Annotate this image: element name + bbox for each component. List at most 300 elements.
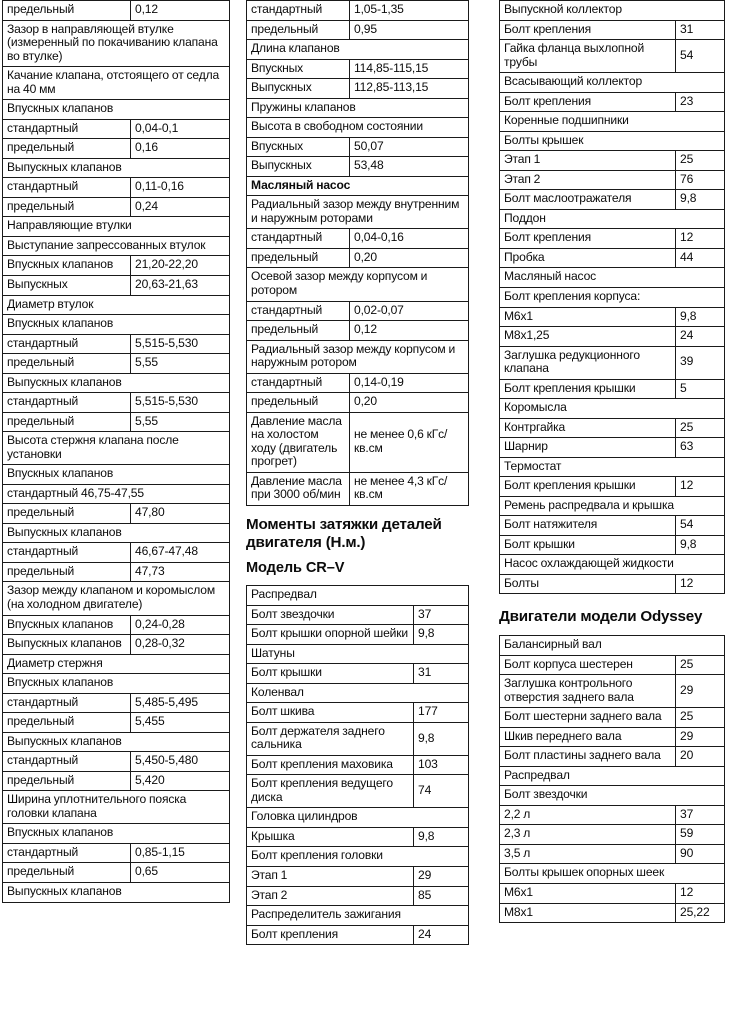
- table-row: [3, 484, 230, 504]
- spec-value-cell: 12: [676, 477, 725, 497]
- spec-label-cell: стандартный: [3, 693, 131, 713]
- table-row: [500, 903, 725, 923]
- table-row: [247, 40, 469, 60]
- group-label-cell: Впускных клапанов: [3, 315, 230, 335]
- spec-label-cell: предельный: [247, 393, 350, 413]
- spec-value-cell: 31: [676, 20, 725, 40]
- spec-label-cell: Болт крышки: [247, 664, 414, 684]
- table-row: [247, 79, 469, 99]
- table-row: [3, 615, 230, 635]
- spec-value-cell: 0,04-0,1: [131, 119, 230, 139]
- table-valve-specs-part1: [2, 0, 230, 903]
- spec-label-cell: Болт крепления: [500, 229, 676, 249]
- table-row: [247, 625, 469, 645]
- spec-label-cell: Болт шкива: [247, 703, 414, 723]
- spec-label-cell: предельный: [3, 139, 131, 159]
- spec-label-cell: Болт крепления маховика: [247, 755, 414, 775]
- group-label-cell: Ширина уплотнительного пояска головки клапана: [3, 791, 230, 824]
- table-row: [3, 354, 230, 374]
- spec-value-cell: 5,450-5,480: [131, 752, 230, 772]
- table-row: [3, 732, 230, 752]
- spec-label-cell: Выпускных: [3, 275, 131, 295]
- group-label-cell: стандартный 46,75-47,55: [3, 484, 230, 504]
- table-row: [3, 882, 230, 902]
- spec-label-cell: 2,2 л: [500, 805, 676, 825]
- spec-label-cell: М6х1: [500, 884, 676, 904]
- table-body: [3, 1, 230, 903]
- table-row: [247, 808, 469, 828]
- table-row: [247, 248, 469, 268]
- group-label-cell: Зазор в направляющей втулке (измеренный по покачиванию клапана во втулке): [3, 20, 230, 67]
- table-row: [500, 864, 725, 884]
- spec-label-cell: Болт крышки: [500, 535, 676, 555]
- spec-label-cell: Шкив переднего вала: [500, 727, 676, 747]
- table-row: [3, 158, 230, 178]
- spec-value-cell: 23: [676, 92, 725, 112]
- group-label-cell: Высота в свободном состоянии: [247, 118, 469, 138]
- spec-value-cell: 37: [414, 605, 469, 625]
- table-row: [3, 275, 230, 295]
- table-row: [247, 137, 469, 157]
- spec-label-cell: Выпускных клапанов: [3, 635, 131, 655]
- table-row: [3, 334, 230, 354]
- table-row: [3, 100, 230, 120]
- table-row: [500, 307, 725, 327]
- spec-label-cell: Этап 2: [247, 886, 414, 906]
- spec-value-cell: 20,63-21,63: [131, 275, 230, 295]
- spec-label-cell: Болт держателя заднего сальника: [247, 722, 414, 755]
- table-row: [500, 379, 725, 399]
- spec-label-cell: стандартный: [247, 229, 350, 249]
- table-row: [247, 847, 469, 867]
- group-label-cell: Балансирный вал: [500, 636, 725, 656]
- spec-label-cell: предельный: [3, 863, 131, 883]
- spec-value-cell: 114,85-115,15: [350, 59, 469, 79]
- table-row: [247, 586, 469, 606]
- subheading-model-crv: Модель CR–V: [246, 560, 345, 577]
- group-label-cell: Направляющие втулки: [3, 217, 230, 237]
- spec-label-cell: Болт крепления ведущего диска: [247, 775, 414, 808]
- spec-label-cell: Заглушка редукционного клапана: [500, 346, 676, 379]
- table-row: [3, 713, 230, 733]
- table-row: [500, 327, 725, 347]
- table-row: [500, 418, 725, 438]
- table-row: [3, 432, 230, 465]
- table-row: [500, 825, 725, 845]
- table-row: [500, 555, 725, 575]
- spec-value-cell: 0,11-0,16: [131, 178, 230, 198]
- group-label-cell: Коромысла: [500, 399, 725, 419]
- table-row: [247, 393, 469, 413]
- spec-value-cell: 0,12: [350, 321, 469, 341]
- table-row: [247, 683, 469, 703]
- table-row: [247, 412, 469, 472]
- group-label-cell: Впускных клапанов: [3, 100, 230, 120]
- spec-value-cell: 47,80: [131, 504, 230, 524]
- spec-label-cell: Болт крышки опорной шейки: [247, 625, 414, 645]
- spec-label-cell: Болт пластины заднего вала: [500, 747, 676, 767]
- spec-label-cell: М8х1: [500, 903, 676, 923]
- table-row: [3, 523, 230, 543]
- spec-label-cell: Болт натяжителя: [500, 516, 676, 536]
- spec-value-cell: 29: [676, 675, 725, 708]
- group-label-cell: Выступание запрессованных втулок: [3, 236, 230, 256]
- spec-value-cell: 0,95: [350, 20, 469, 40]
- spec-label-cell: стандартный: [3, 178, 131, 198]
- spec-value-cell: 90: [676, 844, 725, 864]
- spec-value-cell: 0,65: [131, 863, 230, 883]
- table-row: [247, 755, 469, 775]
- spec-value-cell: 9,8: [414, 827, 469, 847]
- table-row: [500, 346, 725, 379]
- spec-label-cell: предельный: [3, 412, 131, 432]
- spec-label-cell: стандартный: [3, 752, 131, 772]
- table-row: [3, 20, 230, 67]
- spec-value-cell: 24: [676, 327, 725, 347]
- spec-label-cell: стандартный: [3, 334, 131, 354]
- group-label-cell: Шатуны: [247, 644, 469, 664]
- table-row: [247, 118, 469, 138]
- table-row: [500, 708, 725, 728]
- spec-value-cell: 5,485-5,495: [131, 693, 230, 713]
- group-label-cell: Выпускных клапанов: [3, 732, 230, 752]
- spec-value-cell: 85: [414, 886, 469, 906]
- table-row: [500, 20, 725, 40]
- spec-value-cell: 0,20: [350, 248, 469, 268]
- table-row: [500, 229, 725, 249]
- spec-value-cell: 112,85-113,15: [350, 79, 469, 99]
- spec-value-cell: 5,455: [131, 713, 230, 733]
- group-label-cell: Диаметр стержня: [3, 654, 230, 674]
- table-row: [247, 321, 469, 341]
- spec-value-cell: 25,22: [676, 903, 725, 923]
- spec-value-cell: 46,67-47,48: [131, 543, 230, 563]
- spec-value-cell: 0,28-0,32: [131, 635, 230, 655]
- spec-value-cell: 76: [676, 170, 725, 190]
- column-middle: [232, 0, 477, 1009]
- spec-label-cell: Выпускных: [247, 157, 350, 177]
- spec-label-cell: Этап 1: [500, 151, 676, 171]
- group-label-cell: Осевой зазор между корпусом и ротором: [247, 268, 469, 301]
- spec-label-cell: предельный: [3, 771, 131, 791]
- spec-value-cell: 74: [414, 775, 469, 808]
- table-row: [247, 775, 469, 808]
- table-row: [500, 73, 725, 93]
- spec-label-cell: предельный: [3, 504, 131, 524]
- spec-value-cell: 5,420: [131, 771, 230, 791]
- table-row: [3, 824, 230, 844]
- spec-label-cell: 3,5 л: [500, 844, 676, 864]
- table-valve-specs-part2: [246, 0, 469, 506]
- spec-label-cell: стандартный: [3, 119, 131, 139]
- table-row: [500, 287, 725, 307]
- table-row: [3, 562, 230, 582]
- table-row: [500, 92, 725, 112]
- table-row: [3, 412, 230, 432]
- spec-value-cell: 63: [676, 438, 725, 458]
- spec-label-cell: Крышка: [247, 827, 414, 847]
- table-row: [3, 543, 230, 563]
- spec-label-cell: Болт крепления: [500, 20, 676, 40]
- table-row: [500, 747, 725, 767]
- table-row: [3, 178, 230, 198]
- table-row: [3, 197, 230, 217]
- spec-value-cell: 5,515-5,530: [131, 393, 230, 413]
- table-row: [500, 131, 725, 151]
- table-body: [247, 1, 469, 506]
- column-left: [0, 0, 232, 1009]
- group-label-cell: Насос охлаждающей жидкости: [500, 555, 725, 575]
- table-row: [3, 635, 230, 655]
- table-row: [500, 655, 725, 675]
- table-row: [247, 472, 469, 505]
- table-row: [3, 752, 230, 772]
- table-row: [247, 373, 469, 393]
- table-row: [247, 98, 469, 118]
- spec-label-cell: Этап 1: [247, 867, 414, 887]
- group-label-cell: Впускных клапанов: [3, 824, 230, 844]
- spec-value-cell: 5: [676, 379, 725, 399]
- group-label-cell: Радиальный зазор между корпусом и наружным ротором: [247, 340, 469, 373]
- spec-label-cell: Этап 2: [500, 170, 676, 190]
- table-row: [3, 465, 230, 485]
- spec-value-cell: 0,16: [131, 139, 230, 159]
- spec-label-cell: Давление масла при 3000 об/мин: [247, 472, 350, 505]
- table-row: [500, 727, 725, 747]
- table-row: [3, 139, 230, 159]
- spec-label-cell: М6х1: [500, 307, 676, 327]
- spec-label-cell: предельный: [247, 248, 350, 268]
- spec-value-cell: 9,8: [676, 535, 725, 555]
- group-label-cell: Выпускной коллектор: [500, 1, 725, 21]
- table-body: [247, 586, 469, 945]
- spec-label-cell: Впускных клапанов: [3, 615, 131, 635]
- table-torque-crv-part2: [499, 0, 725, 594]
- spec-label-cell: Контргайка: [500, 418, 676, 438]
- table-row: [247, 1, 469, 21]
- spec-label-cell: предельный: [247, 20, 350, 40]
- column-right: [477, 0, 730, 1009]
- group-label-cell: Распредвал: [247, 586, 469, 606]
- group-label-cell: Выпускных клапанов: [3, 523, 230, 543]
- table-row: [3, 654, 230, 674]
- table-row: [3, 315, 230, 335]
- spec-value-cell: 9,8: [676, 190, 725, 210]
- table-row: [247, 722, 469, 755]
- group-label-cell: Зазор между клапаном и коромыслом (на холодном двигателе): [3, 582, 230, 615]
- table-row: [3, 256, 230, 276]
- group-label-cell: Поддон: [500, 209, 725, 229]
- group-label-cell: Длина клапанов: [247, 40, 469, 60]
- group-label-cell: Болт крепления головки: [247, 847, 469, 867]
- spec-value-cell: 39: [676, 346, 725, 379]
- spec-value-cell: 0,12: [131, 1, 230, 21]
- table-row: [3, 373, 230, 393]
- table-row: [500, 636, 725, 656]
- group-label-cell: Пружины клапанов: [247, 98, 469, 118]
- table-row: [500, 1, 725, 21]
- spec-label-cell: Болт крепления крышки: [500, 379, 676, 399]
- spec-label-cell: Болт крепления крышки: [500, 477, 676, 497]
- table-row: [3, 582, 230, 615]
- spec-value-cell: 12: [676, 884, 725, 904]
- table-row: [3, 791, 230, 824]
- spec-value-cell: 103: [414, 755, 469, 775]
- table-row: [247, 867, 469, 887]
- group-label-cell: Радиальный зазор между внутренним и наружным роторами: [247, 196, 469, 229]
- table-row: [500, 457, 725, 477]
- table-row: [500, 535, 725, 555]
- group-label-cell: Болт крепления корпуса:: [500, 287, 725, 307]
- spec-value-cell: 9,8: [414, 722, 469, 755]
- table-row: [500, 40, 725, 73]
- table-row: [500, 209, 725, 229]
- spec-value-cell: 53,48: [350, 157, 469, 177]
- spec-label-cell: Впускных: [247, 59, 350, 79]
- spec-label-cell: предельный: [3, 1, 131, 21]
- table-row: [3, 295, 230, 315]
- spec-value-cell: 9,8: [414, 625, 469, 645]
- spec-label-cell: Пробка: [500, 248, 676, 268]
- spec-label-cell: Шарнир: [500, 438, 676, 458]
- spec-value-cell: 20: [676, 747, 725, 767]
- group-label-cell: Выпускных клапанов: [3, 882, 230, 902]
- table-row: [3, 236, 230, 256]
- table-row: [500, 786, 725, 806]
- spec-label-cell: М8х1,25: [500, 327, 676, 347]
- table-row: [3, 217, 230, 237]
- table-row: [247, 20, 469, 40]
- spec-value-cell: 25: [676, 151, 725, 171]
- spec-label-cell: Болт корпуса шестерен: [500, 655, 676, 675]
- table-row: [247, 605, 469, 625]
- section-label-cell: Масляный насос: [247, 176, 469, 196]
- spec-value-cell: 5,55: [131, 354, 230, 374]
- spec-value-cell: 0,04-0,16: [350, 229, 469, 249]
- spec-value-cell: 47,73: [131, 562, 230, 582]
- group-label-cell: Ремень распредвала и крышка: [500, 496, 725, 516]
- spec-label-cell: предельный: [3, 197, 131, 217]
- table-row: [500, 399, 725, 419]
- table-body: [500, 636, 725, 923]
- table-row: [3, 674, 230, 694]
- table-row: [500, 248, 725, 268]
- spec-value-cell: 0,14-0,19: [350, 373, 469, 393]
- group-label-cell: Выпускных клапанов: [3, 158, 230, 178]
- table-row: [3, 843, 230, 863]
- group-label-cell: Впускных клапанов: [3, 465, 230, 485]
- group-label-cell: Качание клапана, отстоящего от седла на 40 мм: [3, 67, 230, 100]
- group-label-cell: Распределитель зажигания: [247, 906, 469, 926]
- spec-label-cell: Болт шестерни заднего вала: [500, 708, 676, 728]
- spec-label-cell: стандартный: [247, 1, 350, 21]
- group-label-cell: Выпускных клапанов: [3, 373, 230, 393]
- spec-value-cell: 0,24-0,28: [131, 615, 230, 635]
- spec-label-cell: предельный: [3, 562, 131, 582]
- table-row: [500, 805, 725, 825]
- spec-label-cell: предельный: [3, 354, 131, 374]
- table-row: [247, 925, 469, 945]
- spec-value-cell: 0,24: [131, 197, 230, 217]
- spec-value-cell: 12: [676, 229, 725, 249]
- table-row: [247, 827, 469, 847]
- spec-value-cell: 50,07: [350, 137, 469, 157]
- spec-label-cell: Болт маслоотражателя: [500, 190, 676, 210]
- spec-label-cell: 2,3 л: [500, 825, 676, 845]
- table-row: [500, 170, 725, 190]
- spec-label-cell: стандартный: [247, 301, 350, 321]
- table-row: [247, 301, 469, 321]
- spec-value-cell: 5,515-5,530: [131, 334, 230, 354]
- spec-value-cell: 54: [676, 516, 725, 536]
- table-torque-crv-part1: [246, 585, 469, 945]
- table-row: [247, 703, 469, 723]
- spec-value-cell: 0,20: [350, 393, 469, 413]
- spec-value-cell: 12: [676, 574, 725, 594]
- spec-value-cell: 44: [676, 248, 725, 268]
- group-label-cell: Болт звездочки: [500, 786, 725, 806]
- table-row: [247, 664, 469, 684]
- group-label-cell: Всасывающий коллектор: [500, 73, 725, 93]
- spec-value-cell: 59: [676, 825, 725, 845]
- spec-label-cell: стандартный: [3, 393, 131, 413]
- table-row: [3, 119, 230, 139]
- spec-value-cell: 0,85-1,15: [131, 843, 230, 863]
- spec-value-cell: 29: [414, 867, 469, 887]
- heading-engine-torque: Моменты затяжки деталей двигателя (Н.м.): [246, 515, 442, 551]
- table-row: [500, 190, 725, 210]
- spec-label-cell: стандартный: [3, 843, 131, 863]
- spec-label-cell: стандартный: [3, 543, 131, 563]
- group-label-cell: Термостат: [500, 457, 725, 477]
- spec-value-cell: 24: [414, 925, 469, 945]
- table-row: [500, 112, 725, 132]
- table-row: [500, 574, 725, 594]
- table-row: [247, 157, 469, 177]
- spec-label-cell: Впускных: [247, 137, 350, 157]
- table-row: [247, 886, 469, 906]
- spec-label-cell: Болт звездочки: [247, 605, 414, 625]
- spec-value-cell: 29: [676, 727, 725, 747]
- table-row: [500, 268, 725, 288]
- table-row: [247, 196, 469, 229]
- spec-value-cell: 31: [414, 664, 469, 684]
- spec-label-cell: Выпускных: [247, 79, 350, 99]
- spec-label-cell: Давление масла на холостом ходу (двигатель прогрет): [247, 412, 350, 472]
- group-label-cell: Коренные подшипники: [500, 112, 725, 132]
- table-row: [500, 884, 725, 904]
- table-row: [3, 393, 230, 413]
- spec-value-cell: 25: [676, 708, 725, 728]
- spec-value-cell: 25: [676, 655, 725, 675]
- group-label-cell: Коленвал: [247, 683, 469, 703]
- table-row: [500, 438, 725, 458]
- group-label-cell: Впускных клапанов: [3, 674, 230, 694]
- spec-value-cell: 0,02-0,07: [350, 301, 469, 321]
- table-row: [500, 477, 725, 497]
- spec-value-cell: не менее 4,3 кГс/кв.см: [350, 472, 469, 505]
- spec-label-cell: Заглушка контрольного отверстия заднего вала: [500, 675, 676, 708]
- table-row: [247, 906, 469, 926]
- spec-value-cell: 21,20-22,20: [131, 256, 230, 276]
- spec-label-cell: Болты: [500, 574, 676, 594]
- spec-label-cell: Болт крепления: [500, 92, 676, 112]
- group-label-cell: Диаметр втулок: [3, 295, 230, 315]
- group-label-cell: Высота стержня клапана после установки: [3, 432, 230, 465]
- table-row: [247, 59, 469, 79]
- spec-value-cell: 54: [676, 40, 725, 73]
- group-label-cell: Распредвал: [500, 766, 725, 786]
